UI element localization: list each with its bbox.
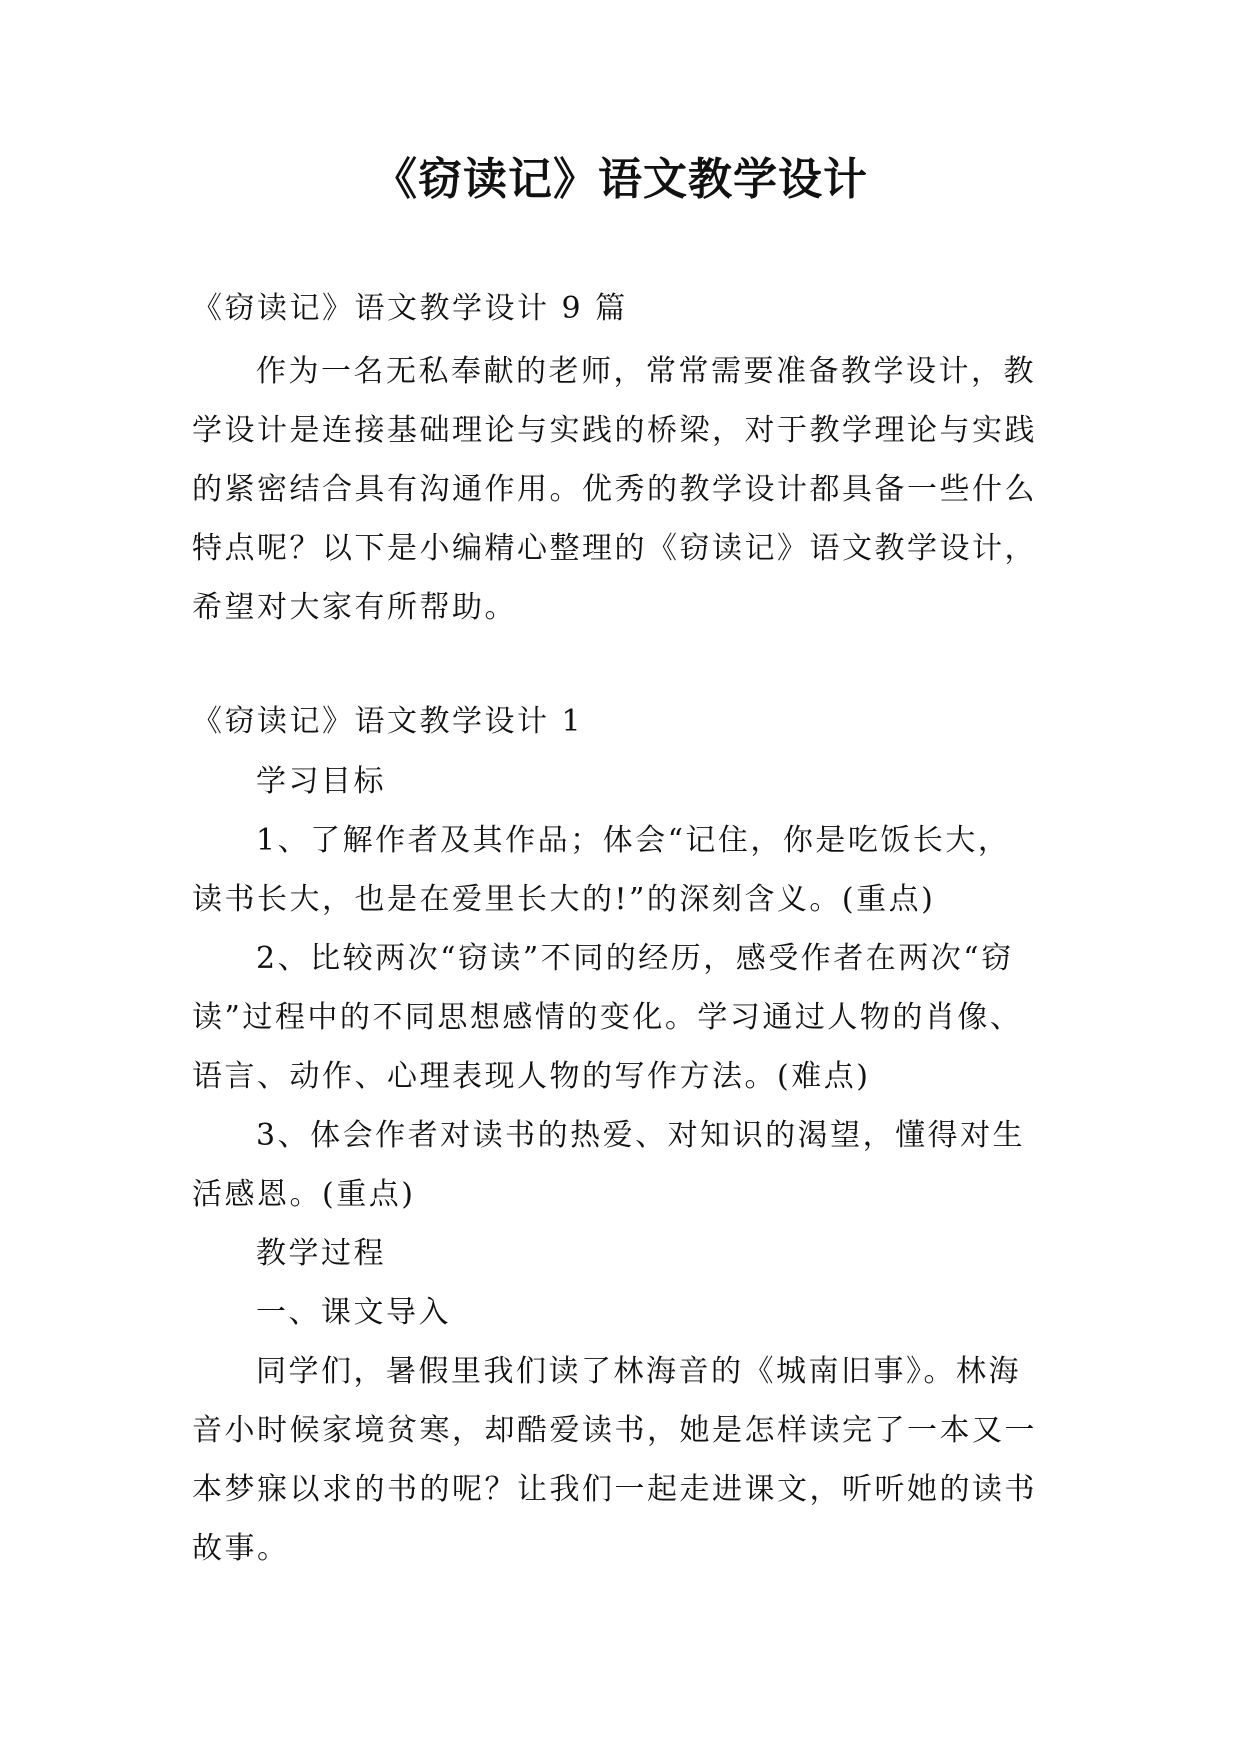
intro-line-2: 学设计是连接基础理论与实践的桥梁，对于教学理论与实践 [192,413,1037,448]
step-1-line-2: 音小时候家境贫寒，却酷爱读书，她是怎样读完了一本又一 [192,1413,1037,1448]
step-1-line-1: 同学们，暑假里我们读了林海音的《城南旧事》。林海 [256,1354,1021,1389]
intro-line-4: 特点呢？以下是小编精心整理的《窃读记》语文教学设计， [192,531,1037,566]
goal-3-line-1: 3、体会作者对读书的热爱、对知识的渴望，懂得对生 [256,1118,1026,1153]
goals-heading: 学习目标 [256,764,386,799]
process-heading: 教学过程 [256,1236,386,1271]
goal-2-line-1: 2、比较两次“窃读”不同的经历，感受作者在两次“窃 [256,941,1014,976]
section-heading: 《窃读记》语文教学设计 1 [192,704,584,739]
document-title: 《窃读记》语文教学设计 [373,154,868,205]
step-1-line-4: 故事。 [192,1531,290,1566]
document-subtitle: 《窃读记》语文教学设计 9 篇 [192,291,628,326]
intro-line-1: 作为一名无私奉献的老师，常常需要准备教学设计，教 [256,354,1036,389]
goal-3-line-2: 活感恩。(重点) [192,1177,416,1212]
goal-1-line-2: 读书长大，也是在爱里长大的!”的深刻含义。(重点) [192,882,936,917]
goal-2-line-3: 语言、动作、心理表现人物的写作方法。(难点) [192,1059,871,1094]
goal-1-line-1: 1、了解作者及其作品；体会“记住，你是吃饭长大， [256,823,1011,858]
step-1-heading: 一、课文导入 [256,1295,451,1330]
intro-line-5: 希望对大家有所帮助。 [192,590,517,625]
goal-2-line-2: 读”过程中的不同思想感情的变化。学习通过人物的肖像、 [192,1000,1023,1035]
step-1-line-3: 本梦寐以求的书的呢？让我们一起走进课文，听听她的读书 [192,1472,1037,1507]
intro-line-3: 的紧密结合具有沟通作用。优秀的教学设计都具备一些什么 [192,472,1037,507]
